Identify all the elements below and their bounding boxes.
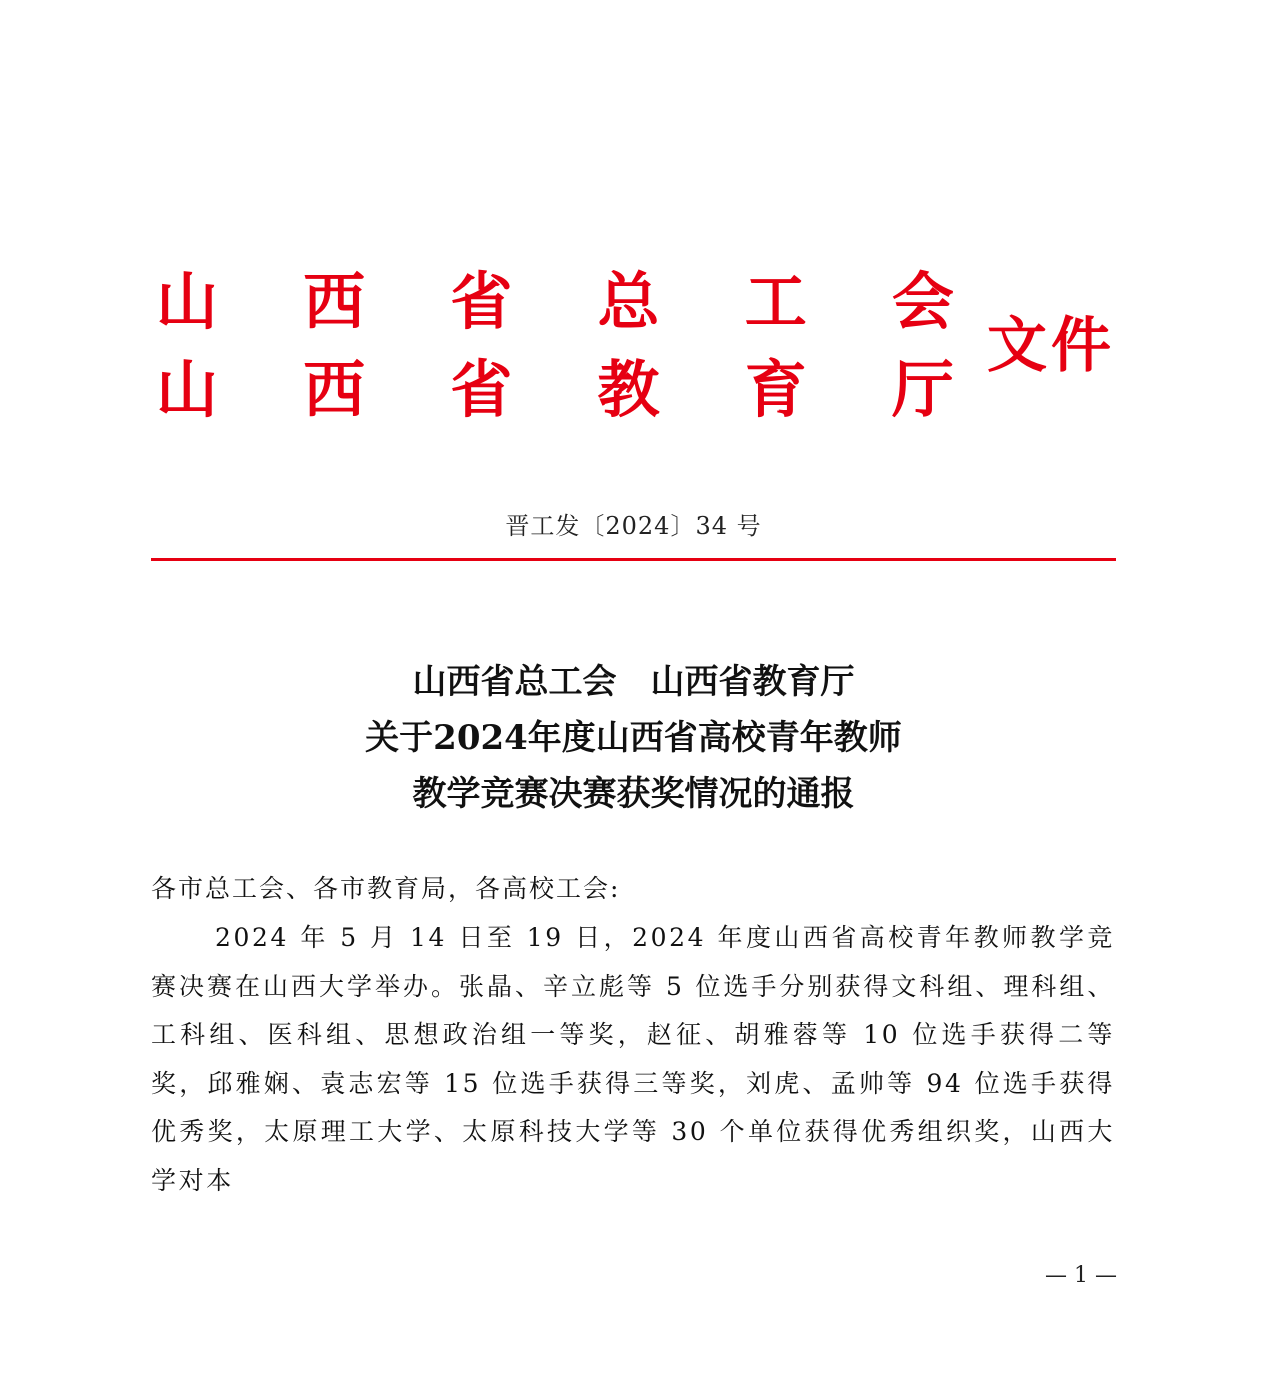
document-number: 晋工发〔2024〕34 号 <box>505 512 762 540</box>
document-title <box>0 654 1267 822</box>
issuer-char: 西 <box>303 265 366 338</box>
issuer-name-federation <box>155 262 955 342</box>
issuer-char: 育 <box>744 353 807 426</box>
issuer-char: 省 <box>450 265 513 338</box>
document-header <box>155 262 1125 432</box>
page-number: — 1 — <box>1045 1263 1117 1288</box>
issuer-char: 总 <box>597 265 660 338</box>
header-divider <box>151 558 1116 561</box>
document-suffix: 文件 <box>987 311 1115 381</box>
salutation: 各市总工会、各市教育局，各高校工会: <box>151 874 621 903</box>
title-line: 教学竞赛决赛获奖情况的通报 <box>412 774 855 814</box>
issuer-char: 山 <box>155 265 218 338</box>
issuer-char: 工 <box>744 265 807 338</box>
issuer-char: 省 <box>450 353 513 426</box>
issuer-char: 西 <box>303 353 366 426</box>
issuer-char: 山 <box>155 353 218 426</box>
issuer-char: 厅 <box>891 353 954 426</box>
issuer-char: 教 <box>597 353 660 426</box>
title-line: 关于2024年度山西省高校青年教师 <box>365 718 902 758</box>
issuer-name-education-dept <box>155 350 955 430</box>
body-paragraph: 2024 年 5 月 14 日至 19 日，2024 年度山西省高校青年教师教学竞赛决赛在山西大学举办。张晶、辛立彪等 5 位选手分别获得文科组、理科组、工科组、医科组、思想政治组一等奖，赵征、胡雅蓉等 10 位选手获得二等奖，邱雅娴、袁志宏等 15 位选手获得三等奖，刘虎、孟帅等 94 位选手获得优秀奖，太原理工大学、太原科技大学等 30 个单位获得优秀组织奖，山西大学对本 <box>151 923 1115 1195</box>
title-line: 山西省总工会 山西省教育厅 <box>412 662 855 702</box>
issuer-char: 会 <box>891 265 954 338</box>
